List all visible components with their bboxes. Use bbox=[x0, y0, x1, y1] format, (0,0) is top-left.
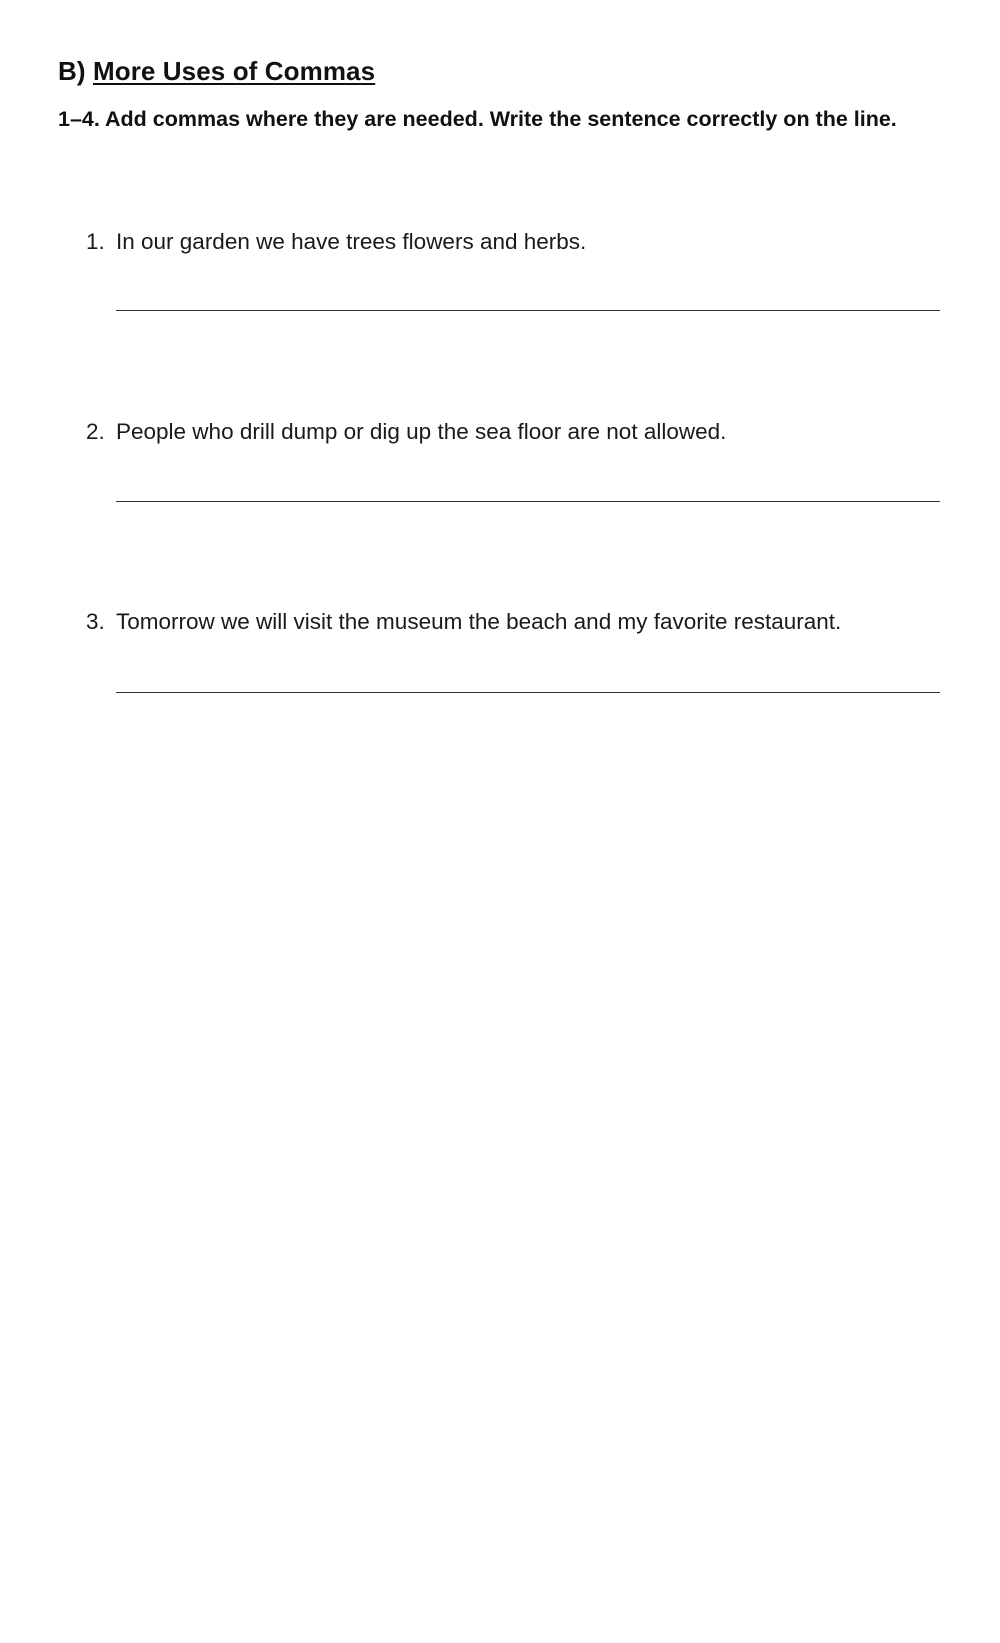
question-2 bbox=[86, 417, 966, 447]
answer-line-3[interactable] bbox=[116, 692, 940, 693]
question-3 bbox=[86, 607, 966, 637]
question-number: 1. bbox=[86, 229, 105, 254]
question-text: In our garden we have trees flowers and herbs. bbox=[116, 229, 587, 254]
answer-line-1[interactable] bbox=[116, 310, 940, 311]
section-title: More Uses of Commas bbox=[92, 56, 376, 86]
instructions-text: 1–4. Add commas where they are needed. Write the sentence correctly on the line. bbox=[58, 107, 897, 131]
question-1 bbox=[86, 227, 966, 257]
question-text: Tomorrow we will visit the museum the beach and my favorite restaurant. bbox=[116, 609, 842, 634]
section-prefix: B) bbox=[58, 56, 86, 86]
answer-line-2[interactable] bbox=[116, 501, 940, 502]
question-number: 2. bbox=[86, 419, 105, 444]
question-text: People who drill dump or dig up the sea floor are not allowed. bbox=[116, 419, 727, 444]
section-heading bbox=[58, 56, 375, 87]
question-number: 3. bbox=[86, 609, 105, 634]
